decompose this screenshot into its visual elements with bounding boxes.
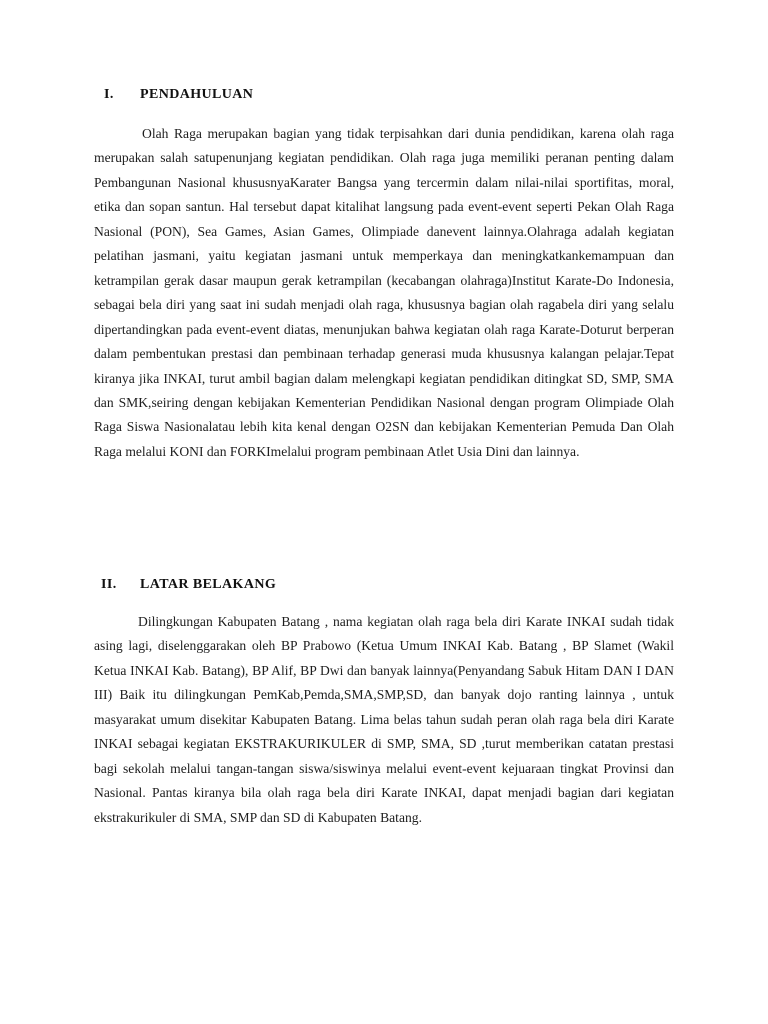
section-number: I. — [104, 87, 114, 102]
section-paragraph-latar-belakang: Dilingkungan Kabupaten Batang , nama kegiatan olah raga bela diri Karate INKAI sudah tidak asing lagi, diselenggarakan oleh BP Prabowo (Ketua Umum INKAI Kab. Batang , BP Slamet (Wakil Ketua INKAI Kab. Batang), BP Alif, BP Dwi dan banyak lainnya(Penyandang Sabuk Hitam DAN I DAN III) Baik itu dilingkungan PemKab,Pemda,SMA,SMP,SD, dan banyak dojo ranting lainnya , untuk masyarakat umum disekitar Kabupaten Batang. Lima belas tahun sudah peran olah raga bela diri Karate INKAI sebagai kegiatan EKSTRAKURIKULER di SMP, SMA, SD ,turut memberikan catatan prestasi bagi sekolah melalui tangan-tangan siswa/siswinya melalui event-event kejuaraan tingkat Provinsi dan Nasional. Pantas kiranya bila olah raga bela diri Karate INKAI, dapat menjadi bagian dari kegiatan ekstrakurikuler di SMA, SMP dan SD di Kabupaten Batang. — [94, 614, 674, 825]
section-title: LATAR BELAKANG — [140, 577, 277, 592]
section-number: II. — [101, 577, 117, 592]
section-heading-latar-belakang — [101, 577, 276, 593]
section-paragraph-pendahuluan: Olah Raga merupakan bagian yang tidak terpisahkan dari dunia pendidikan, karena olah raga merupakan salah satupenunjang kegiatan pendidikan. Olah raga juga memiliki peranan penting dalam Pembangunan Nasional khususnyaKarater Bangsa yang tercermin dalam nilai-nilai sportifitas, moral, etika dan sopan santun. Hal tersebut dapat kitalihat langsung pada event-event seperti Pekan Olah Raga Nasional (PON), Sea Games, Asian Games, Olimpiade danevent lainnya.Olahraga adalah kegiatan pelatihan jasmani, yaitu kegiatan jasmani untuk memperkaya dan meningkatkankemampuan dan ketrampilan gerak dasar maupun gerak ketrampilan (kecabangan olahraga)Institut Karate-Do Indonesia, sebagai bela diri yang saat ini sudah menjadi olah raga, khususnya bagian olah ragabela diri yang selalu dipertandingkan pada event-event diatas, menunjukan bahwa kegiatan olah raga Karate-Doturut berperan dalam pembentukan prestasi dan pembinaan terhadap generasi muda khususnya kalangan pelajar.Tepat kiranya jika INKAI, turut ambil bagian dalam melengkapi kegiatan pendidikan ditingkat SD, SMP, SMA dan SMK,seiring dengan kebijakan Kementerian Pendidikan Nasional dengan program Olimpiade Olah Raga Siswa Nasionalatau lebih kita kenal dengan O2SN dan kebijakan Kementerian Pemuda Dan Olah Raga melalui KONI dan FORKImelalui program pembinaan Atlet Usia Dini dan lainnya. — [94, 126, 674, 459]
section-heading-pendahuluan — [104, 87, 253, 103]
section-title: PENDAHULUAN — [140, 87, 254, 102]
